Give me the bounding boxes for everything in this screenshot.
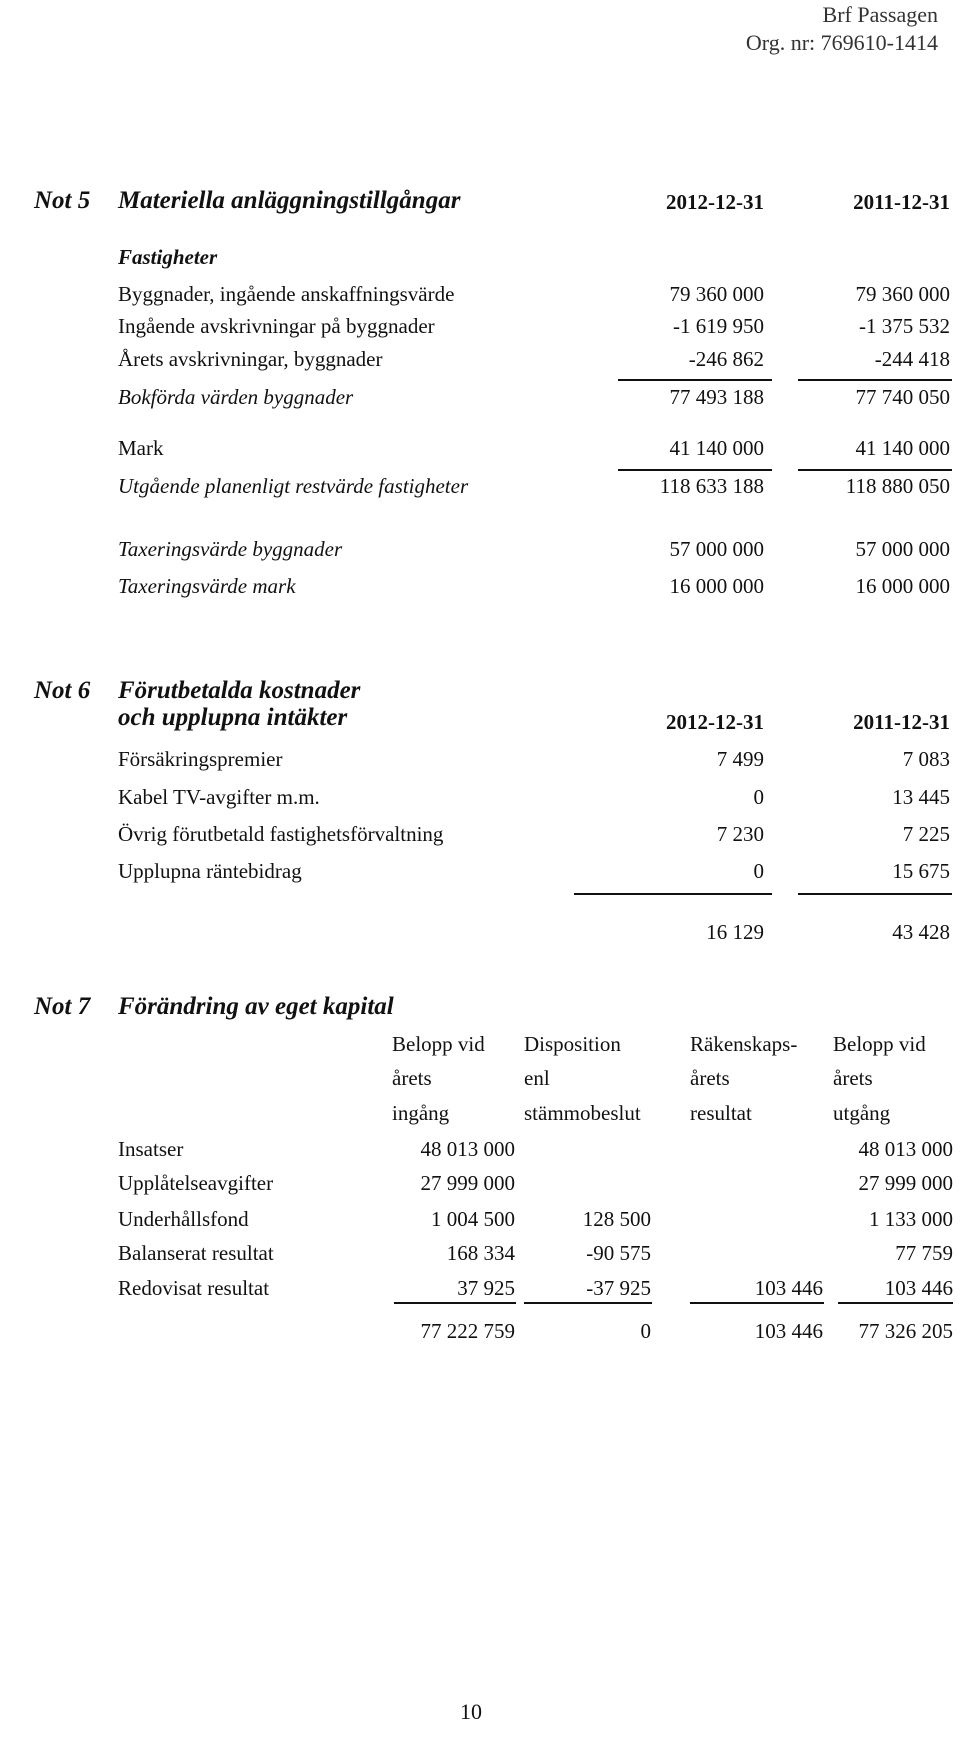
note5-col1-header: 2012-12-31 xyxy=(666,190,764,214)
total-disposition: 0 xyxy=(640,1319,651,1343)
row-label: Kabel TV-avgifter m.m. xyxy=(118,785,320,809)
value-2012: -1 619 950 xyxy=(673,314,764,338)
row-label: Utgående planenligt restvärde fastigheter xyxy=(118,474,469,498)
header-line: Belopp vid xyxy=(833,1032,926,1056)
subtotal-rule xyxy=(798,469,952,471)
row-label: Upplupna räntebidrag xyxy=(118,859,302,883)
total-result: 103 446 xyxy=(754,1319,823,1343)
value-2011: -1 375 532 xyxy=(859,314,950,338)
value-2012: -246 862 xyxy=(688,347,764,371)
note5-section-heading: Fastigheter xyxy=(118,245,218,269)
value-2012: 7 499 xyxy=(716,747,764,771)
total-2012: 16 129 xyxy=(706,920,764,944)
note6-title-line1: Förutbetalda kostnader xyxy=(118,677,361,704)
value-closing: 1 133 000 xyxy=(869,1207,953,1231)
value-2012: 0 xyxy=(753,785,764,809)
value-disposition: -90 575 xyxy=(586,1241,651,1265)
value-2011: 57 000 000 xyxy=(855,537,950,561)
total-rule xyxy=(524,1302,652,1304)
value-2012: 57 000 000 xyxy=(669,537,764,561)
value-closing: 48 013 000 xyxy=(858,1137,953,1161)
row-label: Byggnader, ingående anskaffningsvärde xyxy=(118,282,455,306)
value-2011: 41 140 000 xyxy=(855,436,950,460)
note6-col2-header: 2011-12-31 xyxy=(853,710,950,734)
total-closing: 77 326 205 xyxy=(858,1319,953,1343)
total-rule xyxy=(690,1302,824,1304)
header-line: årets xyxy=(392,1066,432,1090)
value-2012: 7 230 xyxy=(716,822,764,846)
total-rule xyxy=(394,1302,516,1304)
row-label: Upplåtelseavgifter xyxy=(118,1171,274,1195)
value-opening: 1 004 500 xyxy=(431,1207,515,1231)
organization-number: Org. nr: 769610-1414 xyxy=(745,30,938,55)
row-label: Mark xyxy=(118,436,164,460)
row-label: Underhållsfond xyxy=(118,1207,249,1231)
row-label: Ingående avskrivningar på byggnader xyxy=(118,314,435,338)
value-opening: 48 013 000 xyxy=(420,1137,515,1161)
row-label: Övrig förutbetald fastighetsförvaltning xyxy=(118,822,444,846)
row-label: Redovisat resultat xyxy=(118,1276,270,1300)
value-2012: 77 493 188 xyxy=(669,385,764,409)
row-label: Taxeringsvärde byggnader xyxy=(118,537,343,561)
header-line: stämmobeslut xyxy=(524,1101,641,1125)
organization-name: Brf Passagen xyxy=(822,2,938,27)
total-2011: 43 428 xyxy=(892,920,950,944)
value-opening: 37 925 xyxy=(457,1276,515,1300)
note6-title-line2: och upplupna intäkter xyxy=(118,704,348,731)
value-2012: 118 633 188 xyxy=(659,474,764,498)
header-line: utgång xyxy=(833,1101,891,1125)
total-rule xyxy=(798,893,952,895)
note7-title: Förändring av eget kapital xyxy=(118,993,394,1020)
note6-number: Not 6 xyxy=(34,677,91,704)
row-label: Bokförda värden byggnader xyxy=(118,385,354,409)
note7-number: Not 7 xyxy=(34,993,91,1020)
value-2011: 118 880 050 xyxy=(845,474,950,498)
header-line: Belopp vid xyxy=(392,1032,485,1056)
row-label: Försäkringspremier xyxy=(118,747,283,771)
header-line: Räkenskaps- xyxy=(690,1032,798,1056)
value-closing: 77 759 xyxy=(895,1241,953,1265)
header-line: årets xyxy=(690,1066,730,1090)
header-line: resultat xyxy=(690,1101,752,1125)
header-line: ingång xyxy=(392,1101,450,1125)
subtotal-rule xyxy=(618,379,772,381)
row-label: Balanserat resultat xyxy=(118,1241,274,1265)
value-2011: 77 740 050 xyxy=(855,385,950,409)
value-disposition: 128 500 xyxy=(582,1207,651,1231)
value-2011: 7 225 xyxy=(902,822,950,846)
row-label: Taxeringsvärde mark xyxy=(118,574,296,598)
value-opening: 168 334 xyxy=(446,1241,515,1265)
value-2012: 79 360 000 xyxy=(669,282,764,306)
row-label: Insatser xyxy=(118,1137,184,1161)
header-line: Disposition xyxy=(524,1032,621,1056)
value-result: 103 446 xyxy=(754,1276,823,1300)
page-number: 10 xyxy=(460,1699,482,1724)
header-line: årets xyxy=(833,1066,873,1090)
total-opening: 77 222 759 xyxy=(420,1319,515,1343)
value-2012: 0 xyxy=(753,859,764,883)
value-2011: 79 360 000 xyxy=(855,282,950,306)
value-opening: 27 999 000 xyxy=(420,1171,515,1195)
header-line: enl xyxy=(524,1066,550,1090)
value-closing: 27 999 000 xyxy=(858,1171,953,1195)
value-2011: 16 000 000 xyxy=(855,574,950,598)
total-rule xyxy=(838,1302,953,1304)
value-2011: 13 445 xyxy=(892,785,950,809)
value-2011: -244 418 xyxy=(874,347,950,371)
total-rule xyxy=(574,893,772,895)
value-2011: 7 083 xyxy=(902,747,950,771)
note5-col2-header: 2011-12-31 xyxy=(853,190,950,214)
subtotal-rule xyxy=(798,379,952,381)
subtotal-rule xyxy=(618,469,772,471)
value-2012: 16 000 000 xyxy=(669,574,764,598)
value-2011: 15 675 xyxy=(892,859,950,883)
value-2012: 41 140 000 xyxy=(669,436,764,460)
row-label: Årets avskrivningar, byggnader xyxy=(118,347,383,371)
note5-number: Not 5 xyxy=(34,187,91,214)
value-disposition: -37 925 xyxy=(586,1276,651,1300)
note6-col1-header: 2012-12-31 xyxy=(666,710,764,734)
value-closing: 103 446 xyxy=(884,1276,953,1300)
note5-title: Materiella anläggningstillgångar xyxy=(118,187,461,214)
